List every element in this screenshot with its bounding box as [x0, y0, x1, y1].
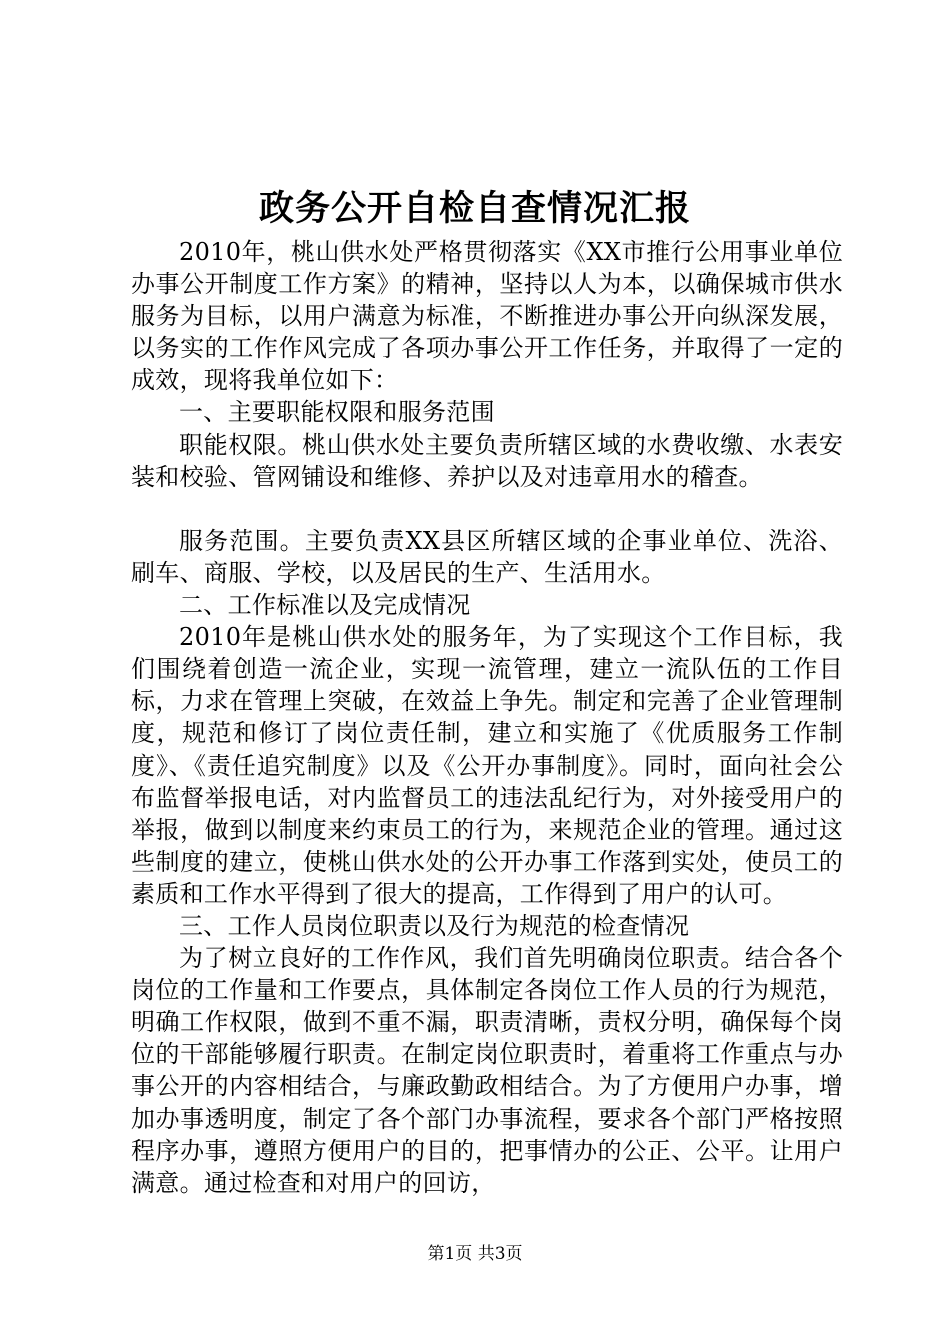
section-heading-1: 一、主要职能权限和服务范围	[179, 398, 495, 427]
section-heading-2: 二、工作标准以及完成情况	[179, 591, 471, 620]
section-heading-3: 三、工作人员岗位职责以及行为规范的检查情况	[179, 911, 690, 940]
document-title: 政务公开自检自查情况汇报	[258, 188, 691, 229]
page-number-footer: 第1页 共3页	[427, 1244, 523, 1264]
service-scope-paragraph: 服务范围。主要负责XX县区所辖区域的企事业单位、洗浴、刷车、商服、学校，以及居民的生产、生活用水。	[131, 526, 843, 587]
functions-paragraph: 职能权限。桃山供水处主要负责所辖区域的水费收缴、水表安装和校验、管网铺设和维修、养护以及对违章用水的稽查。	[131, 430, 843, 491]
work-standard-paragraph: 2010年是桃山供水处的服务年，为了实现这个工作目标，我们围绕着创造一流企业，实现一流管理，建立一流队伍的工作目标，力求在管理上突破，在效益上争先。制定和完善了企业管理制度，规范和修订了岗位责任制，建立和实施了《优质服务工作制度》、《责任追究制度》以及《公开办事制度》。同时，面向社会公布监督举报电话，对内监督员工的违法乱纪行为，对外接受用户的举报，做到以制度来约束员工的行为，来规范企业的管理。通过这些制度的建立，使桃山供水处的公开办事工作落到实处，使员工的素质和工作水平得到了很大的提高，工作得到了用户的认可。	[131, 623, 843, 908]
intro-paragraph: 2010年，桃山供水处严格贯彻落实《XX市推行公用事业单位办事公开制度工作方案》的精神，坚持以人为本，以确保城市供水服务为目标，以用户满意为标准，不断推进办事公开向纵深发展，以务实的工作作风完成了各项办事公开工作任务，并取得了一定的成效，现将我单位如下：	[131, 238, 843, 395]
blank-line	[131, 493, 843, 525]
job-duty-paragraph: 为了树立良好的工作作风，我们首先明确岗位职责。结合各个岗位的工作量和工作要点，具体制定各岗位工作人员的行为规范，明确工作权限，做到不重不漏，职责清晰，责权分明，确保每个岗位的干部能够履行职责。在制定岗位职责时，着重将工作重点与办事公开的内容相结合，与廉政勤政相结合。为了方便用户办事，增加办事透明度，制定了各个部门办事流程，要求各个部门严格按照程序办事，遵照方便用户的目的，把事情办的公正、公平。让用户满意。通过检查和对用户的回访，	[131, 944, 843, 1197]
document-body	[131, 236, 843, 1199]
